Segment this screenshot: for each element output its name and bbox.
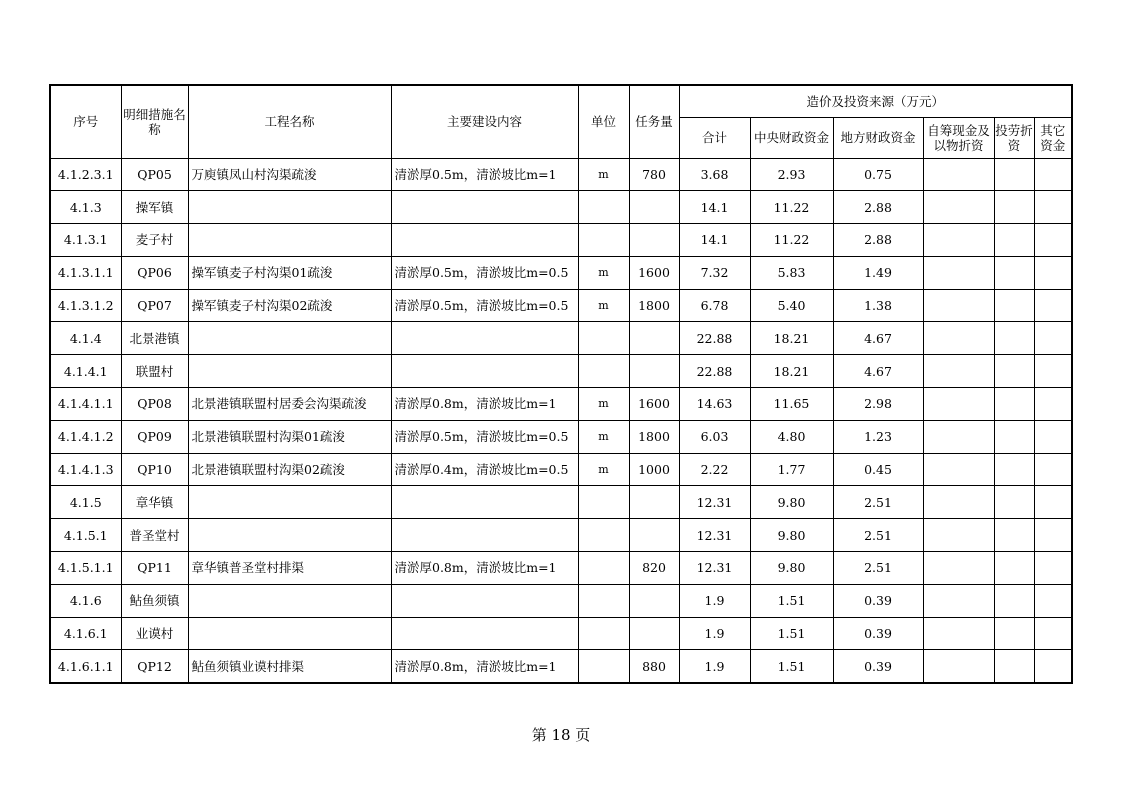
table-row — [50, 256, 1072, 289]
cell-unit: m — [578, 453, 629, 486]
cell-local: 0.39 — [833, 584, 923, 617]
header-self: 自筹现金及以物折资 — [923, 117, 994, 158]
cell-local: 1.23 — [833, 420, 923, 453]
table-row — [50, 420, 1072, 453]
cell-project: 北景港镇联盟村沟渠01疏浚 — [188, 420, 391, 453]
header-measure: 明细措施名称 — [121, 85, 188, 158]
cell-total: 1.9 — [679, 650, 750, 683]
cell-project — [188, 584, 391, 617]
cell-project: 鲇鱼须镇业谟村排渠 — [188, 650, 391, 683]
cell-unit: m — [578, 256, 629, 289]
cell-local: 2.88 — [833, 224, 923, 257]
cell-local: 0.39 — [833, 617, 923, 650]
cell-measure: 章华镇 — [121, 486, 188, 519]
cell-unit — [578, 584, 629, 617]
cell-local: 1.38 — [833, 289, 923, 322]
cell-central: 11.22 — [750, 191, 833, 224]
cell-total: 1.9 — [679, 617, 750, 650]
cell-content — [391, 486, 578, 519]
header-seq: 序号 — [50, 85, 121, 158]
header-task: 任务量 — [629, 85, 679, 158]
cell-task: 1600 — [629, 256, 679, 289]
cell-measure: 北景港镇 — [121, 322, 188, 355]
cell-seq: 4.1.6 — [50, 584, 121, 617]
cell-unit: m — [578, 289, 629, 322]
investment-table-container — [49, 84, 1073, 684]
header-other: 其它资金 — [1034, 117, 1072, 158]
cell-seq: 4.1.4.1 — [50, 355, 121, 388]
cell-central: 9.80 — [750, 552, 833, 585]
cell-content: 清淤厚0.8m，清淤坡比m=1 — [391, 650, 578, 683]
cell-total: 14.1 — [679, 191, 750, 224]
table-row — [50, 584, 1072, 617]
cell-task — [629, 519, 679, 552]
cell-self — [923, 355, 994, 388]
cell-content — [391, 224, 578, 257]
cell-self — [923, 519, 994, 552]
table-row — [50, 355, 1072, 388]
cell-total: 6.03 — [679, 420, 750, 453]
cell-total: 7.32 — [679, 256, 750, 289]
cell-total: 12.31 — [679, 552, 750, 585]
cell-other — [1034, 256, 1072, 289]
cell-self — [923, 256, 994, 289]
cell-unit — [578, 322, 629, 355]
cell-labor — [994, 519, 1034, 552]
page-number: 第 18 页 — [531, 726, 591, 744]
cell-self — [923, 650, 994, 683]
table-body — [50, 158, 1072, 683]
header-unit: 单位 — [578, 85, 629, 158]
cell-measure: 操军镇 — [121, 191, 188, 224]
cell-content: 清淤厚0.8m，清淤坡比m=1 — [391, 552, 578, 585]
cell-seq: 4.1.3.1 — [50, 224, 121, 257]
cell-other — [1034, 519, 1072, 552]
cell-content — [391, 584, 578, 617]
cell-project: 北景港镇联盟村沟渠02疏浚 — [188, 453, 391, 486]
cell-central: 1.77 — [750, 453, 833, 486]
cell-central: 1.51 — [750, 650, 833, 683]
header-total: 合计 — [679, 117, 750, 158]
cell-self — [923, 552, 994, 585]
cell-content: 清淤厚0.5m，清淤坡比m=0.5 — [391, 289, 578, 322]
cell-task — [629, 191, 679, 224]
cell-project: 操军镇麦子村沟渠02疏浚 — [188, 289, 391, 322]
cell-labor — [994, 486, 1034, 519]
cell-content — [391, 322, 578, 355]
cell-seq: 4.1.4.1.3 — [50, 453, 121, 486]
cell-local: 2.88 — [833, 191, 923, 224]
table-header — [50, 85, 1072, 158]
cell-other — [1034, 420, 1072, 453]
table-row — [50, 650, 1072, 683]
cell-project: 北景港镇联盟村居委会沟渠疏浚 — [188, 388, 391, 421]
cell-task — [629, 322, 679, 355]
cell-task — [629, 355, 679, 388]
cell-task — [629, 486, 679, 519]
cell-self — [923, 191, 994, 224]
cell-task — [629, 584, 679, 617]
cell-content: 清淤厚0.8m，清淤坡比m=1 — [391, 388, 578, 421]
cell-total: 12.31 — [679, 486, 750, 519]
cell-measure: QP06 — [121, 256, 188, 289]
cell-task: 1000 — [629, 453, 679, 486]
header-labor: 投劳折资 — [994, 117, 1034, 158]
cell-content: 清淤厚0.5m，清淤坡比m=0.5 — [391, 256, 578, 289]
cell-content — [391, 519, 578, 552]
cell-local: 2.98 — [833, 388, 923, 421]
cell-labor — [994, 322, 1034, 355]
cell-local: 2.51 — [833, 519, 923, 552]
cell-other — [1034, 191, 1072, 224]
cell-unit — [578, 552, 629, 585]
cell-self — [923, 486, 994, 519]
cell-measure: 联盟村 — [121, 355, 188, 388]
cell-task: 820 — [629, 552, 679, 585]
cell-unit: m — [578, 158, 629, 191]
cell-measure: QP08 — [121, 388, 188, 421]
cell-other — [1034, 322, 1072, 355]
cell-total: 12.31 — [679, 519, 750, 552]
table-row — [50, 453, 1072, 486]
cell-seq: 4.1.2.3.1 — [50, 158, 121, 191]
cell-labor — [994, 420, 1034, 453]
cell-other — [1034, 388, 1072, 421]
cell-other — [1034, 289, 1072, 322]
cell-measure: QP05 — [121, 158, 188, 191]
cell-total: 22.88 — [679, 322, 750, 355]
cell-project: 操军镇麦子村沟渠01疏浚 — [188, 256, 391, 289]
cell-local: 4.67 — [833, 322, 923, 355]
table-row — [50, 289, 1072, 322]
cell-total: 1.9 — [679, 584, 750, 617]
cell-project — [188, 224, 391, 257]
cell-seq: 4.1.6.1.1 — [50, 650, 121, 683]
table-row — [50, 552, 1072, 585]
cell-seq: 4.1.3.1.1 — [50, 256, 121, 289]
cell-project — [188, 617, 391, 650]
cell-task: 1800 — [629, 420, 679, 453]
cell-project: 万庾镇凤山村沟渠疏浚 — [188, 158, 391, 191]
cell-unit — [578, 191, 629, 224]
cell-seq: 4.1.3.1.2 — [50, 289, 121, 322]
cell-other — [1034, 224, 1072, 257]
cell-content: 清淤厚0.5m，清淤坡比m=1 — [391, 158, 578, 191]
cell-local: 4.67 — [833, 355, 923, 388]
cell-self — [923, 158, 994, 191]
cell-labor — [994, 355, 1034, 388]
header-local: 地方财政资金 — [833, 117, 923, 158]
cell-self — [923, 584, 994, 617]
cell-self — [923, 224, 994, 257]
cell-seq: 4.1.3 — [50, 191, 121, 224]
cell-content: 清淤厚0.5m，清淤坡比m=0.5 — [391, 420, 578, 453]
cell-other — [1034, 584, 1072, 617]
cell-unit: m — [578, 420, 629, 453]
table-row — [50, 486, 1072, 519]
cell-central: 4.80 — [750, 420, 833, 453]
cell-central: 9.80 — [750, 519, 833, 552]
cell-content — [391, 191, 578, 224]
cell-total: 14.63 — [679, 388, 750, 421]
cell-seq: 4.1.5.1 — [50, 519, 121, 552]
cell-project — [188, 191, 391, 224]
cell-seq: 4.1.4 — [50, 322, 121, 355]
cell-local: 1.49 — [833, 256, 923, 289]
cell-total: 22.88 — [679, 355, 750, 388]
cell-measure: 业谟村 — [121, 617, 188, 650]
cell-seq: 4.1.4.1.1 — [50, 388, 121, 421]
cell-task: 880 — [629, 650, 679, 683]
table-row — [50, 388, 1072, 421]
cell-task — [629, 617, 679, 650]
cell-other — [1034, 355, 1072, 388]
cell-local: 2.51 — [833, 552, 923, 585]
cell-other — [1034, 158, 1072, 191]
cell-self — [923, 289, 994, 322]
table-row — [50, 158, 1072, 191]
table-row — [50, 322, 1072, 355]
cell-central: 1.51 — [750, 584, 833, 617]
cell-total: 14.1 — [679, 224, 750, 257]
cell-central: 9.80 — [750, 486, 833, 519]
cell-other — [1034, 552, 1072, 585]
cell-measure: QP07 — [121, 289, 188, 322]
cell-other — [1034, 650, 1072, 683]
cell-central: 1.51 — [750, 617, 833, 650]
cell-unit — [578, 486, 629, 519]
cell-labor — [994, 191, 1034, 224]
cell-seq: 4.1.6.1 — [50, 617, 121, 650]
cell-task — [629, 224, 679, 257]
cell-labor — [994, 617, 1034, 650]
cell-other — [1034, 486, 1072, 519]
cell-content — [391, 617, 578, 650]
cell-self — [923, 322, 994, 355]
cell-measure: QP11 — [121, 552, 188, 585]
cell-local: 2.51 — [833, 486, 923, 519]
cell-central: 11.22 — [750, 224, 833, 257]
cell-total: 3.68 — [679, 158, 750, 191]
cell-total: 2.22 — [679, 453, 750, 486]
cell-measure: 麦子村 — [121, 224, 188, 257]
cell-content: 清淤厚0.4m，清淤坡比m=0.5 — [391, 453, 578, 486]
cell-labor — [994, 453, 1034, 486]
cell-task: 1600 — [629, 388, 679, 421]
header-project: 工程名称 — [188, 85, 391, 158]
cell-labor — [994, 650, 1034, 683]
cell-project — [188, 486, 391, 519]
cell-local: 0.45 — [833, 453, 923, 486]
investment-table — [49, 84, 1073, 684]
cell-unit — [578, 355, 629, 388]
cell-measure: 普圣堂村 — [121, 519, 188, 552]
cell-labor — [994, 289, 1034, 322]
table-row — [50, 617, 1072, 650]
cell-self — [923, 617, 994, 650]
cell-project — [188, 355, 391, 388]
cell-seq: 4.1.5 — [50, 486, 121, 519]
cell-seq: 4.1.5.1.1 — [50, 552, 121, 585]
cell-measure: QP09 — [121, 420, 188, 453]
cell-labor — [994, 584, 1034, 617]
cell-labor — [994, 256, 1034, 289]
header-content: 主要建设内容 — [391, 85, 578, 158]
cell-measure: QP12 — [121, 650, 188, 683]
cell-task: 780 — [629, 158, 679, 191]
cell-other — [1034, 617, 1072, 650]
cell-labor — [994, 388, 1034, 421]
cell-self — [923, 420, 994, 453]
cell-task: 1800 — [629, 289, 679, 322]
cell-local: 0.39 — [833, 650, 923, 683]
cell-unit — [578, 519, 629, 552]
cell-project — [188, 519, 391, 552]
cell-self — [923, 453, 994, 486]
cell-central: 5.40 — [750, 289, 833, 322]
cell-unit — [578, 650, 629, 683]
cell-local: 0.75 — [833, 158, 923, 191]
table-row — [50, 191, 1072, 224]
cell-labor — [994, 552, 1034, 585]
cell-central: 5.83 — [750, 256, 833, 289]
cell-self — [923, 388, 994, 421]
cell-measure: 鲇鱼须镇 — [121, 584, 188, 617]
header-central: 中央财政资金 — [750, 117, 833, 158]
cell-total: 6.78 — [679, 289, 750, 322]
cell-central: 18.21 — [750, 322, 833, 355]
table-row — [50, 224, 1072, 257]
header-investment-group: 造价及投资来源（万元） — [679, 85, 1072, 117]
cell-content — [391, 355, 578, 388]
cell-other — [1034, 453, 1072, 486]
cell-unit: m — [578, 388, 629, 421]
cell-central: 11.65 — [750, 388, 833, 421]
cell-project — [188, 322, 391, 355]
cell-measure: QP10 — [121, 453, 188, 486]
cell-project: 章华镇普圣堂村排渠 — [188, 552, 391, 585]
cell-labor — [994, 224, 1034, 257]
cell-labor — [994, 158, 1034, 191]
cell-seq: 4.1.4.1.2 — [50, 420, 121, 453]
cell-central: 2.93 — [750, 158, 833, 191]
cell-unit — [578, 617, 629, 650]
cell-central: 18.21 — [750, 355, 833, 388]
cell-unit — [578, 224, 629, 257]
table-row — [50, 519, 1072, 552]
